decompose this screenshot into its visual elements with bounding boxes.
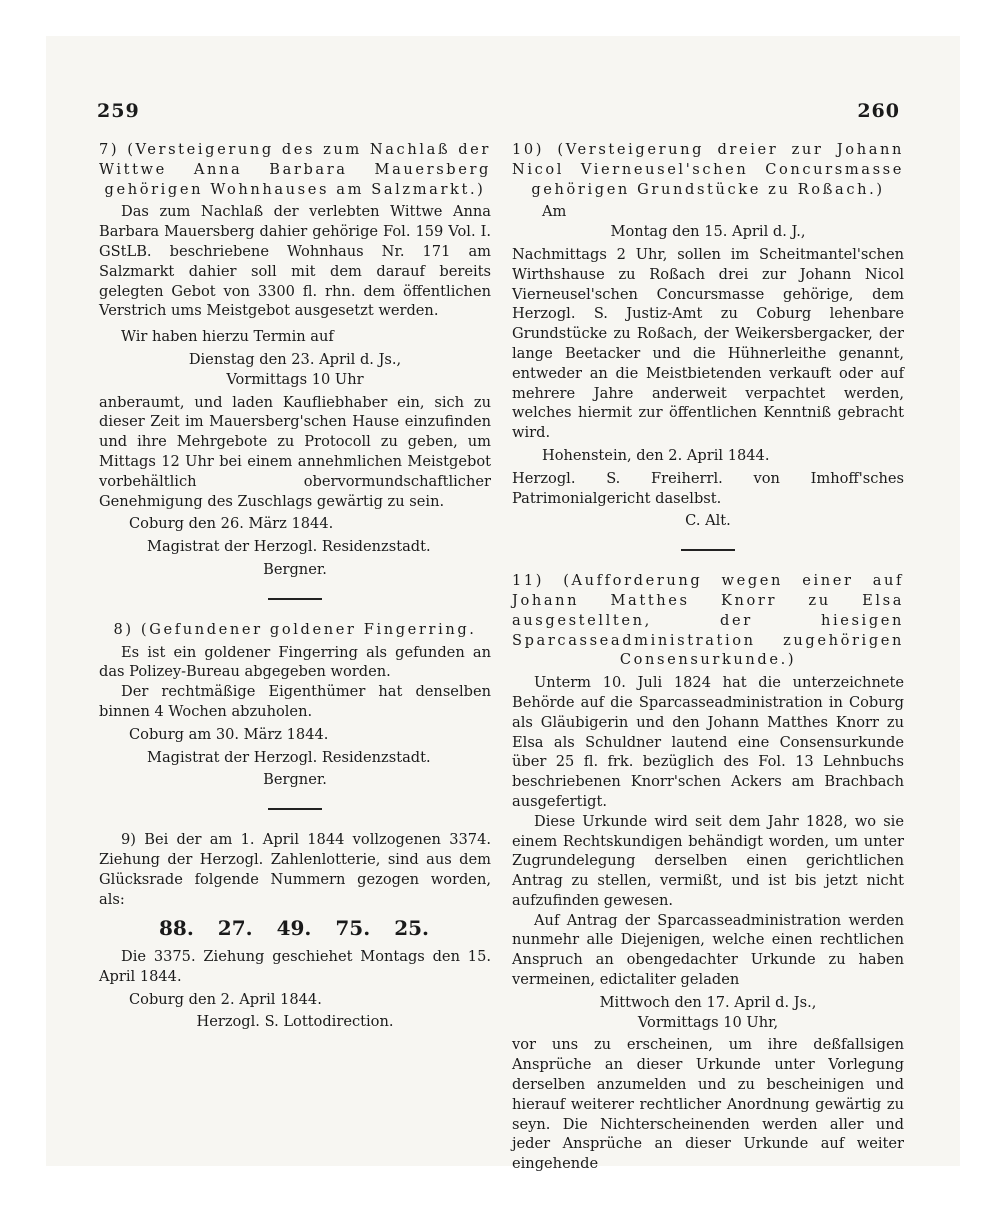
notice-8-place-date: Coburg am 30. März 1844.	[129, 725, 329, 743]
notice-10-heading: 10) (Versteigerung dreier zur Johann Nicol Vierneusel'schen Concursmasse gehörigen Grundstücke zu Roßach.)	[512, 141, 904, 198]
notice-8-authority: Magistrat der Herzogl. Residenzstadt.	[147, 748, 431, 766]
notice-11-time: Vormittags 10 Uhr,	[637, 1013, 779, 1031]
page-number-left: 259	[97, 100, 140, 122]
notice-9-place-date: Coburg den 2. April 1844.	[129, 990, 322, 1008]
separator-rule	[268, 808, 322, 810]
notice-7-signature: Bergner.	[263, 560, 327, 578]
separator-rule	[681, 549, 735, 551]
notice-8-body-2: Der rechtmäßige Eigenthümer hat denselben binnen 4 Wochen abzuholen.	[99, 683, 491, 720]
notice-11-body-1: Unterm 10. Juli 1824 hat die unterzeichnete Behörde auf die Sparcasseadministration in Coburg als Gläubigerin und den Johann Matthes Knorr zu Elsa als Schuldner lautend eine Consensurkunde über 25 fl. frk. bezüglich des Fol. 13 Lehnbuchs beschriebenen Knorr'schen Ackers am Brachbach ausgefertigt.	[512, 674, 904, 810]
left-column	[99, 140, 491, 1032]
notice-10-signature: C. Alt.	[685, 512, 731, 530]
notice-7-date: Dienstag den 23. April d. Js.,	[188, 350, 402, 368]
notice-11-date: Mittwoch den 17. April d. Js.,	[599, 993, 817, 1011]
lottery-numbers	[99, 909, 491, 947]
notice-9-body: 9) Bei der am 1. April 1844 vollzogenen 3374. Ziehung der Herzogl. Zahlenlotterie, sind aus dem Glücksrade folgende Nummern gezogen worden, als:	[99, 831, 491, 908]
notice-7-body: Das zum Nachlaß der verlebten Wittwe Anna Barbara Mauersberg dahier gehörige Fol. 159 Vol. I. GStLB. beschriebene Wohnhaus Nr. 171 am Salzmarkt dahier soll mit dem darauf bereits gelegten Gebot von 3300 fl. rhn. dem öffentlichen Verstrich ums Meistgebot ausgesetzt werden.	[99, 203, 491, 320]
lottery-number: 49.	[276, 916, 312, 941]
notice-10-date: Montag den 15. April d. J.,	[610, 223, 806, 241]
notice-10-body: Nachmittags 2 Uhr, sollen im Scheitmantel'schen Wirthshause zu Roßach drei zur Johann Nicol Vierneusel'schen Concursmasse gehörige, dem Herzogl. S. Justiz-Amt zu Coburg lehenbare Grundstücke zu Roßach, der Weikersbergacker, der lange Beetacker und die Hühnerleithe genannt, entweder an die Meistbietenden verkauft oder auf mehrere Jahre anderweit verpachtet werden, welches hiermit zur öffentlichen Kenntniß gebracht wird.	[512, 245, 904, 442]
notice-9-next-draw: Die 3375. Ziehung geschiehet Montags den 15. April 1844.	[99, 948, 491, 985]
notice-10-place-date: Hohenstein, den 2. April 1844.	[542, 446, 770, 464]
notice-9-authority: Herzogl. S. Lottodirection.	[196, 1013, 394, 1031]
separator-rule	[268, 598, 322, 600]
lottery-number: 25.	[394, 916, 429, 941]
notice-7-heading: 7) (Versteigerung des zum Nachlaß der Wittwe Anna Barbara Mauersberg gehörigen Wohnhauses am Salzmarkt.)	[99, 141, 491, 198]
right-column	[512, 140, 904, 1174]
notice-7-authority: Magistrat der Herzogl. Residenzstadt.	[147, 538, 431, 556]
notice-11-heading: 11) (Aufforderung wegen einer auf Johann Matthes Knorr zu Elsa ausgestellten, der hiesigen Sparcasseadministration zugehörigen Consensurkunde.)	[512, 572, 904, 669]
notice-7-term-intro: Wir haben hierzu Termin auf	[121, 328, 334, 346]
notice-11-body-4: vor uns zu erscheinen, um ihre deßfallsigen Ansprüche an dieser Urkunde unter Vorlegung derselben anzumelden und zu bescheinigen und hierauf weiterer rechtlicher Anordnung gewärtig zu seyn. Die Nichterscheinenden werden aller und jeder Ansprüche an dieser Urkunde auf weiter eingehende	[512, 1036, 904, 1173]
notice-8-signature: Bergner.	[263, 771, 327, 789]
notice-8-body-1: Es ist ein goldener Fingerring als gefunden an das Polizey-Bureau abgegeben worden.	[99, 643, 491, 681]
lottery-number: 88.	[159, 916, 194, 941]
notice-7-time: Vormittags 10 Uhr	[226, 370, 364, 388]
notice-10-authority: Herzogl. S. Freiherrl. von Imhoff'sches Patrimonialgericht daselbst.	[512, 469, 904, 507]
notice-11-body-3: Auf Antrag der Sparcasseadministration werden nunmehr alle Diejenigen, welche einen rechtlichen Anspruch an obengedachter Urkunde zu haben vermeinen, edictaliter geladen	[512, 911, 904, 989]
notice-10-am: Am	[542, 203, 567, 221]
notice-7-continuation: anberaumt, und laden Kaufliebhaber ein, sich zu dieser Zeit im Mauersberg'schen Hause einzufinden und ihre Mehrgebote zu Protocoll zu geben, um Mittags 12 Uhr bei einem annehmlichen Meistgebot vorbehältlich obervormundschaftlicher Genehmigung des Zuschlags gewärtig zu sein.	[99, 393, 491, 510]
lottery-number: 27.	[217, 916, 253, 941]
notice-11-body-2: Diese Urkunde wird seit dem Jahr 1828, wo sie einem Rechtskundigen behändigt worden, um unter Zugrundelegung derselben einen gerichtlichen Antrag zu stellen, vermißt, und ist bis jetzt nicht aufzufinden gewesen.	[512, 812, 904, 909]
notice-7-place-date: Coburg den 26. März 1844.	[129, 515, 334, 533]
lottery-number: 75.	[335, 916, 371, 941]
notice-8-heading: 8) (Gefundener goldener Fingerring.	[113, 620, 477, 638]
page-number-right: 260	[857, 100, 900, 122]
